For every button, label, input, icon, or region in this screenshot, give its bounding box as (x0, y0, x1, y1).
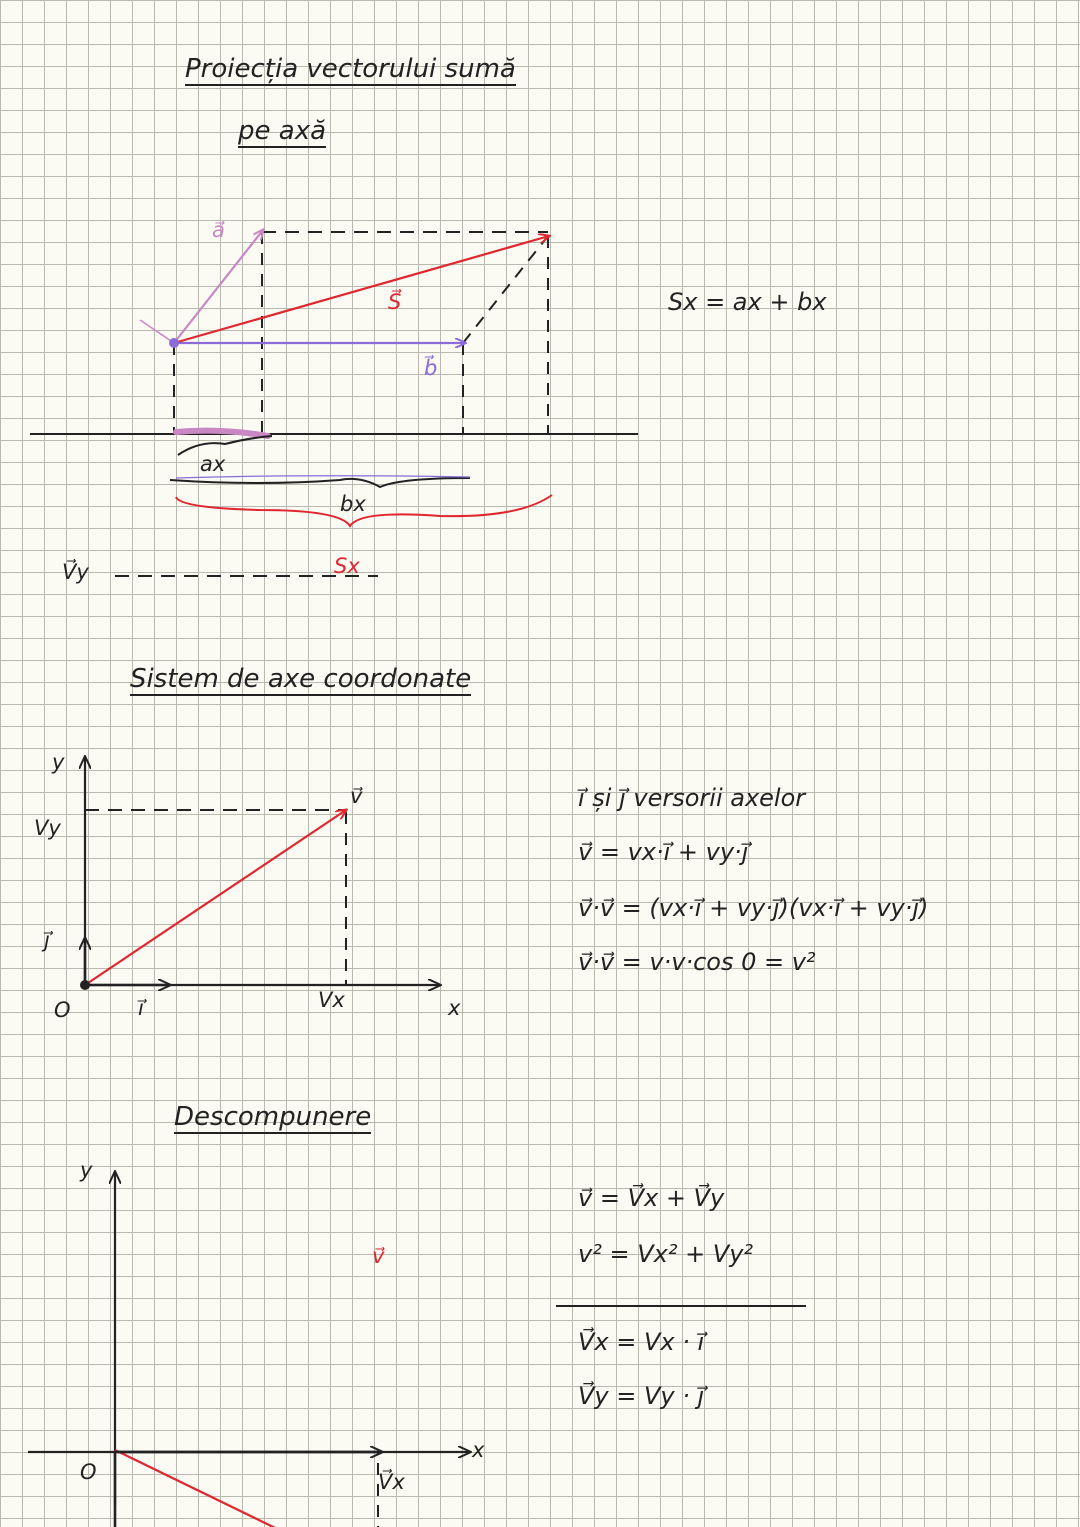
label-ax: ax (200, 452, 226, 476)
label-vx: Vx (318, 988, 345, 1012)
label-vy-vector: V⃗y (62, 560, 89, 584)
label-bx: bx (340, 492, 366, 516)
label-x-axis-2: x (472, 1438, 485, 1462)
label-vector-a: a⃗ (212, 218, 225, 242)
formula-v-squared: v⃗·v⃗ = v·v·cos 0 = v² (578, 948, 816, 976)
label-unit-j: j⃗ (44, 928, 50, 952)
label-y-axis: y (52, 750, 65, 774)
label-x-axis: x (448, 996, 461, 1020)
label-vector-v-2: v⃗ (372, 1244, 385, 1268)
formula-vy-unit: V⃗y = Vy · j⃗ (578, 1382, 705, 1410)
formula-v-pythagoras: v² = Vx² + Vy² (578, 1240, 754, 1268)
formula-versors: i⃗ și j⃗ versorii axelor (578, 784, 806, 812)
label-vector-s: S⃗ (388, 290, 402, 314)
formula-sx: Sx = ax + bx (668, 288, 827, 316)
label-unit-i: i⃗ (138, 996, 144, 1020)
label-y-axis-2: y (80, 1158, 93, 1182)
formula-v-components: v⃗ = vx·i⃗ + vy·j⃗ (578, 838, 749, 866)
section3-title: Descompunere (174, 1102, 372, 1132)
label-vector-b: b⃗ (424, 356, 438, 380)
label-origin-2: O (80, 1460, 97, 1484)
section1-title-line2: pe axă (238, 116, 327, 146)
section1-title-line1: Proiecția vectorului sumă (185, 54, 516, 84)
formula-v-sum: v⃗ = V⃗x + V⃗y (578, 1184, 725, 1212)
label-vector-v: v⃗ (350, 784, 363, 808)
section2-title: Sistem de axe coordonate (130, 664, 472, 694)
label-origin: O (54, 998, 71, 1022)
formula-vx-unit: V⃗x = Vx · i⃗ (578, 1328, 705, 1356)
label-sx: Sx (334, 554, 360, 578)
formula-v-dot-v: v⃗·v⃗ = (vx·i⃗ + vy·j⃗)(vx·i⃗ + vy·j⃗) (578, 894, 929, 922)
label-vy: Vy (34, 816, 61, 840)
section3-formula-divider (556, 1305, 806, 1307)
label-vx-vector: V⃗x (378, 1470, 405, 1494)
vector-v-decomp (115, 1450, 378, 1527)
